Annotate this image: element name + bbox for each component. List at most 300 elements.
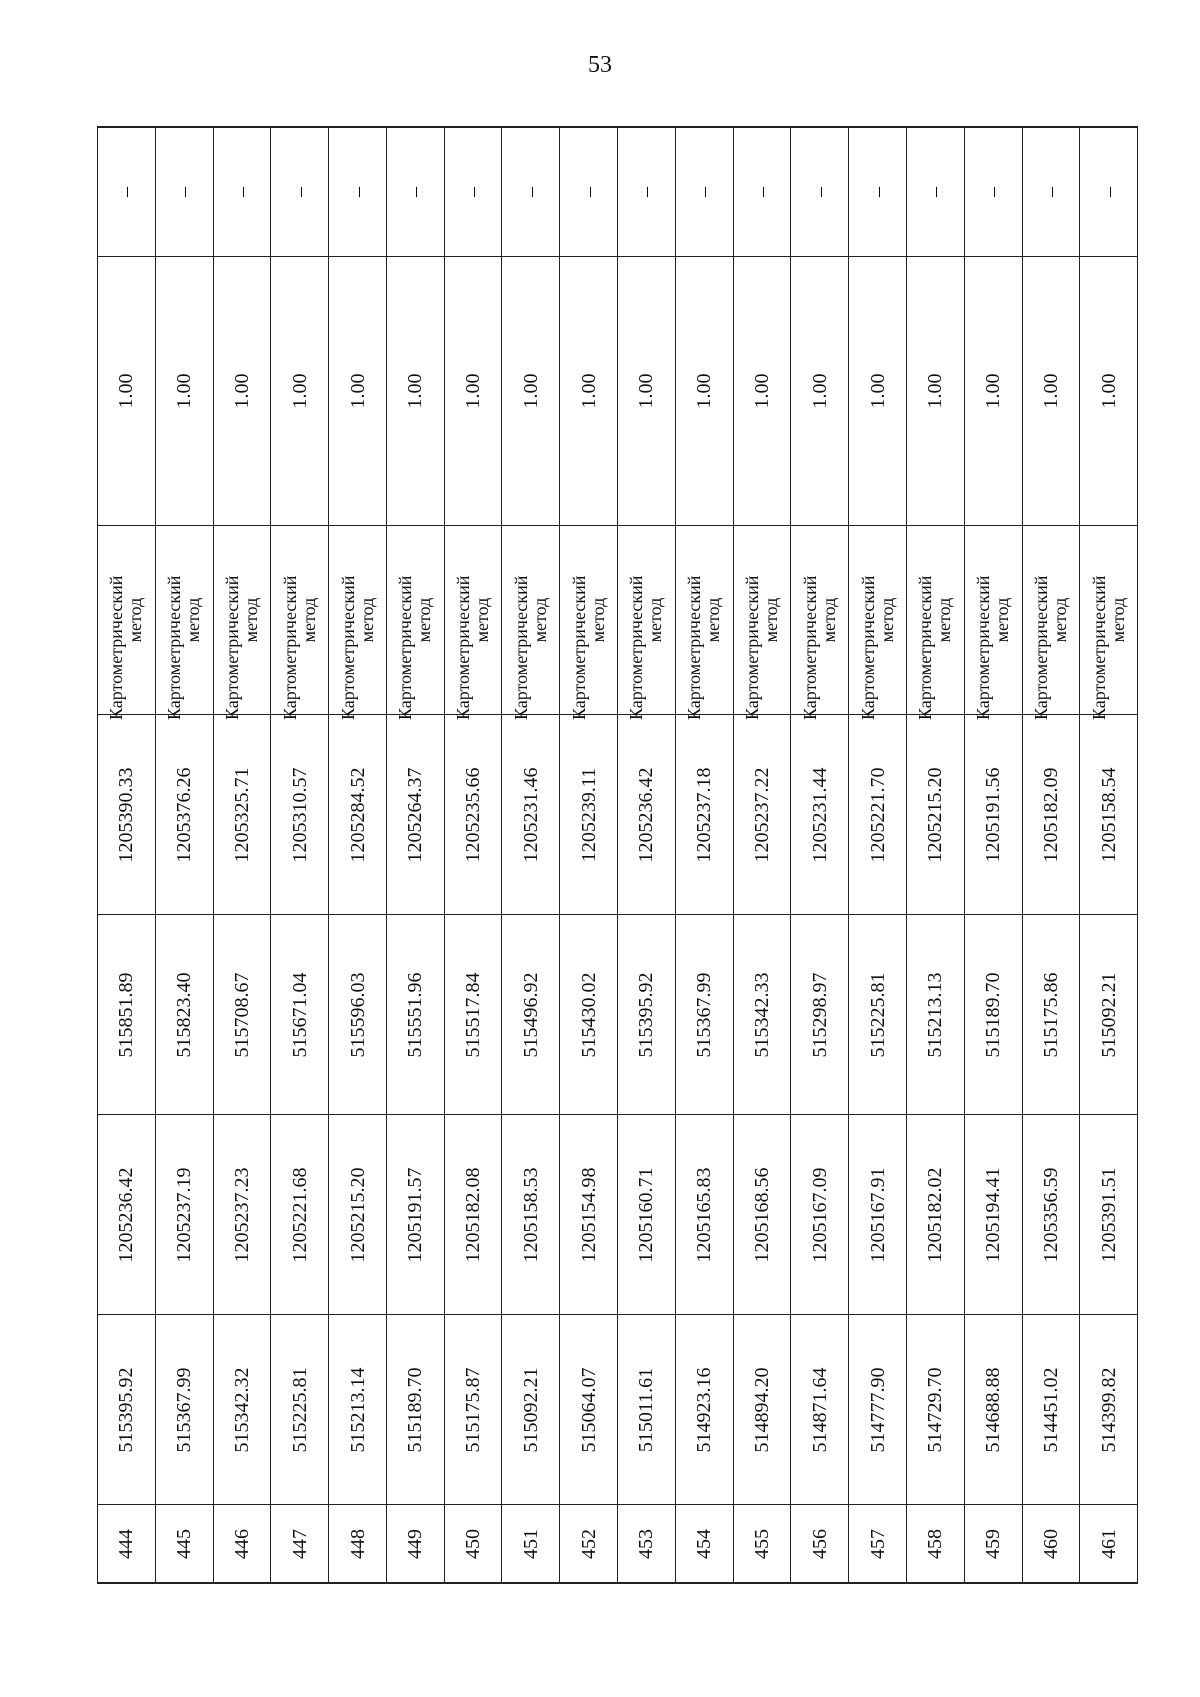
page-number: 53 bbox=[588, 52, 612, 78]
point-number-cell bbox=[676, 1505, 733, 1583]
method-cell bbox=[618, 525, 675, 720]
note-text: – bbox=[230, 186, 253, 197]
y-start-cell-text: 1205182.08 bbox=[462, 1167, 485, 1262]
y-start-cell-text: 1205221.68 bbox=[288, 1167, 311, 1262]
x-start-cell bbox=[98, 1315, 155, 1505]
y-start-cell bbox=[1080, 1115, 1137, 1315]
table-row bbox=[271, 127, 329, 1583]
y-end-cell-text: 1205264.37 bbox=[404, 767, 427, 862]
method-cell bbox=[329, 525, 386, 720]
y-end-cell bbox=[329, 715, 386, 915]
y-end-cell bbox=[560, 715, 617, 915]
y-start-cell bbox=[560, 1115, 617, 1315]
method-cell bbox=[271, 525, 328, 720]
precision-text: 1.00 bbox=[519, 373, 542, 409]
precision-value-cell bbox=[618, 257, 675, 525]
x-start-cell bbox=[1023, 1315, 1080, 1505]
method-text bbox=[916, 520, 954, 720]
x-end-cell bbox=[1023, 915, 1080, 1115]
y-end-cell bbox=[271, 715, 328, 915]
y-start-cell bbox=[98, 1115, 155, 1315]
precision-text: 1.00 bbox=[808, 373, 831, 409]
precision-text: 1.00 bbox=[750, 373, 773, 409]
precision-value-cell bbox=[734, 257, 791, 525]
y-end-cell-text: 1205310.57 bbox=[288, 767, 311, 862]
note-cell bbox=[618, 127, 675, 257]
method-cell bbox=[791, 525, 848, 720]
note-text: – bbox=[288, 186, 311, 197]
point-number-cell bbox=[618, 1505, 675, 1583]
point-number-cell-text: 455 bbox=[750, 1528, 773, 1559]
y-end-cell-text: 1205390.33 bbox=[115, 767, 138, 862]
x-start-cell bbox=[156, 1315, 213, 1505]
table-row bbox=[502, 127, 560, 1583]
x-start-cell-text: 515225.81 bbox=[288, 1367, 311, 1452]
method-line-1: Картометрический bbox=[453, 575, 474, 720]
x-end-cell-text: 515092.21 bbox=[1097, 972, 1120, 1057]
method-cell bbox=[502, 525, 559, 720]
table-row bbox=[734, 127, 792, 1583]
x-end-cell-text: 515367.99 bbox=[693, 972, 716, 1057]
y-start-cell bbox=[214, 1115, 271, 1315]
point-number-cell-text: 457 bbox=[866, 1528, 889, 1559]
y-end-cell-text: 1205284.52 bbox=[346, 767, 369, 862]
x-end-cell bbox=[387, 915, 444, 1115]
note-cell bbox=[676, 127, 733, 257]
note-text: – bbox=[750, 186, 773, 197]
note-text: – bbox=[1039, 186, 1062, 197]
point-number-cell-text: 454 bbox=[693, 1528, 716, 1559]
y-end-cell bbox=[618, 715, 675, 915]
y-start-cell bbox=[445, 1115, 502, 1315]
method-line-2: метод bbox=[645, 597, 666, 643]
method-line-1: Картометрический bbox=[106, 575, 127, 720]
note-text: – bbox=[693, 186, 716, 197]
method-line-1: Картометрический bbox=[164, 575, 185, 720]
point-number-cell bbox=[156, 1505, 213, 1583]
method-line-2: метод bbox=[472, 597, 493, 643]
method-line-2: метод bbox=[992, 597, 1013, 643]
y-start-cell-text: 1205391.51 bbox=[1097, 1167, 1120, 1262]
precision-text: 1.00 bbox=[866, 373, 889, 409]
precision-value-cell bbox=[676, 257, 733, 525]
x-start-cell bbox=[214, 1315, 271, 1505]
y-end-cell bbox=[98, 715, 155, 915]
method-line-2: метод bbox=[876, 597, 897, 643]
method-text bbox=[685, 520, 723, 720]
method-cell bbox=[1080, 525, 1137, 720]
method-cell bbox=[214, 525, 271, 720]
y-start-cell-text: 1205158.53 bbox=[519, 1167, 542, 1262]
method-line-1: Картометрический bbox=[742, 575, 763, 720]
x-start-cell-text: 514451.02 bbox=[1039, 1367, 1062, 1452]
note-cell bbox=[502, 127, 559, 257]
method-cell bbox=[907, 525, 964, 720]
note-cell bbox=[849, 127, 906, 257]
y-start-cell bbox=[734, 1115, 791, 1315]
x-start-cell-text: 514688.88 bbox=[982, 1367, 1005, 1452]
note-cell bbox=[907, 127, 964, 257]
note-cell bbox=[387, 127, 444, 257]
method-line-2: метод bbox=[1049, 597, 1070, 643]
y-end-cell-text: 1205236.42 bbox=[635, 767, 658, 862]
note-cell bbox=[98, 127, 155, 257]
point-number-cell bbox=[98, 1505, 155, 1583]
method-cell bbox=[676, 525, 733, 720]
method-text bbox=[570, 520, 608, 720]
x-start-cell bbox=[791, 1315, 848, 1505]
method-cell bbox=[849, 525, 906, 720]
x-end-cell-text: 515596.03 bbox=[346, 972, 369, 1057]
point-number-cell-text: 458 bbox=[924, 1528, 947, 1559]
table-row bbox=[618, 127, 676, 1583]
point-number-cell-text: 450 bbox=[462, 1528, 485, 1559]
note-cell bbox=[1023, 127, 1080, 257]
precision-value-cell bbox=[387, 257, 444, 525]
y-end-cell bbox=[791, 715, 848, 915]
method-text bbox=[339, 520, 377, 720]
point-number-cell bbox=[907, 1505, 964, 1583]
x-start-cell-text: 515175.87 bbox=[462, 1367, 485, 1452]
x-start-cell-text: 514871.64 bbox=[808, 1367, 831, 1452]
y-start-cell-text: 1205160.71 bbox=[635, 1167, 658, 1262]
precision-text: 1.00 bbox=[346, 373, 369, 409]
method-line-2: метод bbox=[1107, 597, 1128, 643]
method-line-1: Картометрический bbox=[973, 575, 994, 720]
point-number-cell bbox=[965, 1505, 1022, 1583]
method-line-1: Картометрический bbox=[337, 575, 358, 720]
x-start-cell bbox=[329, 1315, 386, 1505]
y-start-cell-text: 1205194.41 bbox=[982, 1167, 1005, 1262]
precision-text: 1.00 bbox=[115, 373, 138, 409]
method-text bbox=[628, 520, 666, 720]
table-row bbox=[676, 127, 734, 1583]
precision-value-cell bbox=[849, 257, 906, 525]
x-end-cell-text: 515496.92 bbox=[519, 972, 542, 1057]
method-line-1: Картометрический bbox=[510, 575, 531, 720]
y-end-cell bbox=[965, 715, 1022, 915]
x-start-cell-text: 515395.92 bbox=[115, 1367, 138, 1452]
y-start-cell bbox=[907, 1115, 964, 1315]
y-start-cell-text: 1205237.23 bbox=[230, 1167, 253, 1262]
y-end-cell-text: 1205376.26 bbox=[173, 767, 196, 862]
y-start-cell-text: 1205154.98 bbox=[577, 1167, 600, 1262]
x-start-cell-text: 514923.16 bbox=[693, 1367, 716, 1452]
point-number-cell bbox=[560, 1505, 617, 1583]
method-line-2: метод bbox=[298, 597, 319, 643]
x-start-cell bbox=[676, 1315, 733, 1505]
method-line-2: метод bbox=[703, 597, 724, 643]
note-text: – bbox=[519, 186, 542, 197]
coordinates-table bbox=[97, 126, 1137, 1582]
x-start-cell-text: 515092.21 bbox=[519, 1367, 542, 1452]
note-text: – bbox=[982, 186, 1005, 197]
precision-value-cell bbox=[791, 257, 848, 525]
x-end-cell-text: 515342.33 bbox=[750, 972, 773, 1057]
x-end-cell bbox=[329, 915, 386, 1115]
precision-text: 1.00 bbox=[230, 373, 253, 409]
y-end-cell-text: 1205215.20 bbox=[924, 767, 947, 862]
method-text bbox=[165, 520, 203, 720]
y-start-cell bbox=[849, 1115, 906, 1315]
y-end-cell-text: 1205235.66 bbox=[462, 767, 485, 862]
point-number-cell bbox=[1080, 1505, 1137, 1583]
note-cell bbox=[214, 127, 271, 257]
method-line-2: метод bbox=[356, 597, 377, 643]
method-line-1: Картометрический bbox=[1088, 575, 1109, 720]
x-end-cell bbox=[965, 915, 1022, 1115]
x-end-cell bbox=[618, 915, 675, 1115]
method-line-2: метод bbox=[818, 597, 839, 643]
y-start-cell-text: 1205182.02 bbox=[924, 1167, 947, 1262]
x-end-cell bbox=[271, 915, 328, 1115]
y-end-cell-text: 1205221.70 bbox=[866, 767, 889, 862]
x-end-cell bbox=[907, 915, 964, 1115]
method-line-2: метод bbox=[414, 597, 435, 643]
method-line-2: метод bbox=[587, 597, 608, 643]
y-end-cell-text: 1205237.22 bbox=[750, 767, 773, 862]
note-text: – bbox=[462, 186, 485, 197]
point-number-cell-text: 449 bbox=[404, 1528, 427, 1559]
method-text bbox=[108, 520, 146, 720]
method-line-1: Картометрический bbox=[1031, 575, 1051, 720]
point-number-cell-text: 456 bbox=[808, 1528, 831, 1559]
precision-text: 1.00 bbox=[288, 373, 311, 409]
x-start-cell bbox=[387, 1315, 444, 1505]
note-cell bbox=[271, 127, 328, 257]
y-start-cell-text: 1205167.09 bbox=[808, 1167, 831, 1262]
y-end-cell-text: 1205158.54 bbox=[1097, 767, 1120, 862]
point-number-cell bbox=[849, 1505, 906, 1583]
method-cell bbox=[560, 525, 617, 720]
x-start-cell-text: 515342.32 bbox=[230, 1367, 253, 1452]
table-row bbox=[849, 127, 907, 1583]
method-line-2: метод bbox=[125, 597, 146, 643]
x-start-cell bbox=[618, 1315, 675, 1505]
precision-text: 1.00 bbox=[462, 373, 485, 409]
method-line-1: Картометрический bbox=[395, 575, 416, 720]
y-end-cell bbox=[445, 715, 502, 915]
x-end-cell bbox=[445, 915, 502, 1115]
x-end-cell-text: 515213.13 bbox=[924, 972, 947, 1057]
note-text: – bbox=[577, 186, 600, 197]
x-end-cell-text: 515225.81 bbox=[866, 972, 889, 1057]
x-end-cell-text: 515551.96 bbox=[404, 972, 427, 1057]
method-text bbox=[512, 520, 550, 720]
point-number-cell-text: 451 bbox=[519, 1528, 542, 1559]
point-number-cell-text: 447 bbox=[288, 1528, 311, 1559]
method-cell bbox=[387, 525, 444, 720]
table-row bbox=[1023, 127, 1081, 1583]
note-text: – bbox=[635, 186, 658, 197]
table-row bbox=[445, 127, 503, 1583]
x-end-cell bbox=[156, 915, 213, 1115]
y-start-cell bbox=[271, 1115, 328, 1315]
x-start-cell bbox=[734, 1315, 791, 1505]
method-cell bbox=[156, 525, 213, 720]
x-start-cell-text: 515189.70 bbox=[404, 1367, 427, 1452]
y-end-cell bbox=[734, 715, 791, 915]
y-start-cell bbox=[387, 1115, 444, 1315]
point-number-cell bbox=[387, 1505, 444, 1583]
point-number-cell bbox=[502, 1505, 559, 1583]
point-number-cell-text: 461 bbox=[1097, 1528, 1120, 1559]
precision-text: 1.00 bbox=[693, 373, 716, 409]
table-row bbox=[1080, 127, 1138, 1583]
method-text bbox=[1090, 520, 1128, 720]
y-end-cell bbox=[849, 715, 906, 915]
table-rows bbox=[97, 126, 1138, 1584]
y-start-cell bbox=[329, 1115, 386, 1315]
method-text bbox=[974, 520, 1012, 720]
y-start-cell bbox=[502, 1115, 559, 1315]
x-end-cell-text: 515175.86 bbox=[1039, 972, 1062, 1057]
y-end-cell bbox=[387, 715, 444, 915]
table-row bbox=[98, 127, 156, 1583]
point-number-cell-text: 460 bbox=[1039, 1528, 1062, 1559]
method-cell bbox=[734, 525, 791, 720]
table-row bbox=[387, 127, 445, 1583]
y-end-cell-text: 1205191.56 bbox=[982, 767, 1005, 862]
method-cell bbox=[1023, 525, 1080, 720]
precision-value-cell bbox=[156, 257, 213, 525]
x-start-cell bbox=[849, 1315, 906, 1505]
y-start-cell bbox=[791, 1115, 848, 1315]
note-text: – bbox=[173, 186, 196, 197]
x-end-cell-text: 515671.04 bbox=[288, 972, 311, 1057]
y-end-cell-text: 1205231.46 bbox=[519, 767, 542, 862]
x-start-cell-text: 515064.07 bbox=[577, 1367, 600, 1452]
x-start-cell bbox=[1080, 1315, 1137, 1505]
method-line-2: метод bbox=[183, 597, 204, 643]
table-row bbox=[214, 127, 272, 1583]
method-line-1: Картометрический bbox=[279, 575, 300, 720]
note-cell bbox=[156, 127, 213, 257]
x-end-cell-text: 515395.92 bbox=[635, 972, 658, 1057]
method-line-1: Картометрический bbox=[626, 575, 647, 720]
method-line-1: Картометрический bbox=[915, 575, 936, 720]
x-end-cell bbox=[98, 915, 155, 1115]
y-end-cell bbox=[1023, 715, 1080, 915]
y-start-cell bbox=[965, 1115, 1022, 1315]
precision-value-cell bbox=[214, 257, 271, 525]
point-number-cell bbox=[445, 1505, 502, 1583]
note-cell bbox=[965, 127, 1022, 257]
method-cell bbox=[98, 525, 155, 720]
method-text bbox=[281, 520, 319, 720]
method-line-2: метод bbox=[760, 597, 781, 643]
precision-text: 1.00 bbox=[924, 373, 947, 409]
method-text bbox=[396, 520, 434, 720]
y-end-cell-text: 1205239.11 bbox=[577, 767, 600, 862]
method-text bbox=[223, 520, 261, 720]
y-start-cell-text: 1205167.91 bbox=[866, 1167, 889, 1262]
y-end-cell bbox=[214, 715, 271, 915]
table-row bbox=[156, 127, 214, 1583]
method-text bbox=[1032, 520, 1070, 720]
precision-text: 1.00 bbox=[577, 373, 600, 409]
method-line-2: метод bbox=[529, 597, 550, 643]
note-cell bbox=[329, 127, 386, 257]
note-text: – bbox=[115, 186, 138, 197]
x-start-cell bbox=[502, 1315, 559, 1505]
precision-value-cell bbox=[560, 257, 617, 525]
precision-text: 1.00 bbox=[635, 373, 658, 409]
y-start-cell-text: 1205165.83 bbox=[693, 1167, 716, 1262]
note-text: – bbox=[924, 186, 947, 197]
x-end-cell-text: 515189.70 bbox=[982, 972, 1005, 1057]
x-end-cell-text: 515823.40 bbox=[173, 972, 196, 1057]
x-end-cell bbox=[214, 915, 271, 1115]
note-text: – bbox=[866, 186, 889, 197]
note-cell bbox=[445, 127, 502, 257]
precision-value-cell bbox=[1023, 257, 1080, 525]
point-number-cell bbox=[1023, 1505, 1080, 1583]
point-number-cell-text: 459 bbox=[982, 1528, 1005, 1559]
note-text: – bbox=[346, 186, 369, 197]
x-end-cell-text: 515298.97 bbox=[808, 972, 831, 1057]
precision-value-cell bbox=[1080, 257, 1137, 525]
precision-text: 1.00 bbox=[1097, 373, 1120, 409]
x-start-cell-text: 514729.70 bbox=[924, 1367, 947, 1452]
y-start-cell bbox=[1023, 1115, 1080, 1315]
precision-text: 1.00 bbox=[173, 373, 196, 409]
note-cell bbox=[734, 127, 791, 257]
y-end-cell-text: 1205182.09 bbox=[1039, 767, 1062, 862]
point-number-cell bbox=[329, 1505, 386, 1583]
x-end-cell bbox=[676, 915, 733, 1115]
method-text bbox=[859, 520, 897, 720]
x-start-cell bbox=[907, 1315, 964, 1505]
y-start-cell-text: 1205356.59 bbox=[1039, 1167, 1062, 1262]
y-start-cell bbox=[618, 1115, 675, 1315]
point-number-cell-text: 446 bbox=[230, 1528, 253, 1559]
point-number-cell-text: 453 bbox=[635, 1528, 658, 1559]
y-start-cell-text: 1205236.42 bbox=[115, 1167, 138, 1262]
x-end-cell bbox=[791, 915, 848, 1115]
precision-value-cell bbox=[502, 257, 559, 525]
x-end-cell-text: 515430.02 bbox=[577, 972, 600, 1057]
point-number-cell bbox=[214, 1505, 271, 1583]
y-start-cell-text: 1205215.20 bbox=[346, 1167, 369, 1262]
x-end-cell-text: 515517.84 bbox=[462, 972, 485, 1057]
table-row bbox=[329, 127, 387, 1583]
precision-text: 1.00 bbox=[1039, 373, 1062, 409]
point-number-cell bbox=[791, 1505, 848, 1583]
y-end-cell-text: 1205237.18 bbox=[693, 767, 716, 862]
method-line-2: метод bbox=[240, 597, 261, 643]
x-start-cell-text: 515011.61 bbox=[635, 1367, 658, 1452]
x-start-cell bbox=[965, 1315, 1022, 1505]
method-line-1: Картометрический bbox=[222, 575, 243, 720]
y-end-cell bbox=[676, 715, 733, 915]
x-end-cell bbox=[1080, 915, 1137, 1115]
x-end-cell bbox=[734, 915, 791, 1115]
x-end-cell-text: 515708.67 bbox=[230, 972, 253, 1057]
y-start-cell-text: 1205191.57 bbox=[404, 1167, 427, 1262]
method-text bbox=[743, 520, 781, 720]
precision-value-cell bbox=[98, 257, 155, 525]
table-row bbox=[560, 127, 618, 1583]
point-number-cell-text: 448 bbox=[346, 1528, 369, 1559]
note-cell bbox=[791, 127, 848, 257]
method-line-2: метод bbox=[934, 597, 955, 643]
y-start-cell bbox=[676, 1115, 733, 1315]
x-start-cell-text: 514399.82 bbox=[1097, 1367, 1120, 1452]
note-text: – bbox=[404, 186, 427, 197]
x-start-cell-text: 514894.20 bbox=[750, 1367, 773, 1452]
precision-value-cell bbox=[907, 257, 964, 525]
